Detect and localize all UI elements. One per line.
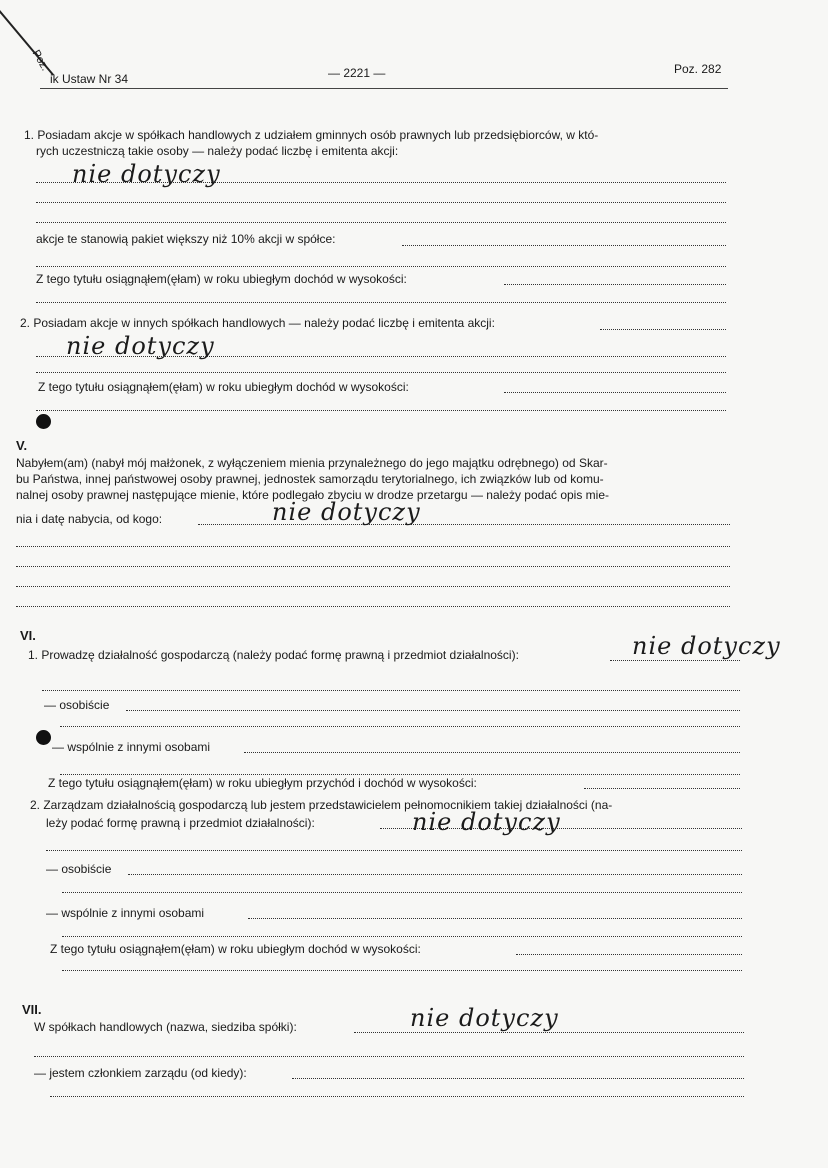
- s6-item2-handwritten-answer: nie dotyczy: [412, 808, 561, 836]
- s6-item2-jointly-line: [248, 918, 742, 919]
- section-vii-heading: VII.: [22, 1002, 42, 1017]
- s5-line1: Nabyłem(am) (nabył mój małżonek, z wyłączeniem mienia przynależnego do jego majątku odrębnego) od Skar-: [16, 456, 608, 470]
- s4-item2-income-line-2: [36, 410, 726, 411]
- corner-mark: Poz.: [29, 48, 52, 74]
- s5-line3: nalnej osoby prawnej następujące mienie, które podlegało zbyciu w drodze przetargu — należy podać opis mie-: [16, 488, 610, 502]
- s6-item1-jointly-line: [244, 752, 740, 753]
- s7-handwritten-answer: nie dotyczy: [410, 1004, 559, 1032]
- s6-item2-jointly: — wspólnie z innymi osobami: [46, 906, 205, 920]
- s5-line-d: [16, 606, 730, 607]
- s4-item1-income-label: Z tego tytułu osiągnąłem(ęłam) w roku ubiegłym dochód w wysokości:: [36, 272, 407, 286]
- s4-item2-income-line: [504, 392, 726, 393]
- s4-item2-handwritten-answer: nie dotyczy: [66, 332, 215, 360]
- punch-hole-mark-2: [36, 730, 51, 745]
- header-rule: [40, 88, 728, 89]
- s7-line2-answer-line: [292, 1078, 744, 1079]
- s4-item1-income-line-2: [36, 302, 726, 303]
- s6-item2-line-c: [62, 936, 742, 937]
- journal-title: ik Ustaw Nr 34: [50, 72, 129, 86]
- s4-item2-line: 2. Posiadam akcje w innych spółkach handlowych — należy podać liczbę i emitenta akcji:: [20, 316, 495, 330]
- s6-item2-income-line: [516, 954, 742, 955]
- s4-share-line: [402, 245, 726, 246]
- s6-item1-line-b: [60, 726, 740, 727]
- s6-item1-line: 1. Prowadzę działalność gospodarczą (należy podać formę prawną i przedmiot działalności):: [28, 648, 519, 662]
- s4-share-label: akcje te stanowią pakiet większy niż 10% akcji w spółce:: [36, 232, 336, 246]
- s7-line2: — jestem członkiem zarządu (od kiedy):: [34, 1066, 247, 1080]
- s5-line-c: [16, 586, 730, 587]
- s5-line-a: [16, 546, 730, 547]
- s4-item2-answer-line: [36, 356, 726, 357]
- s6-item1-personally: — osobiście: [44, 698, 110, 712]
- s5-line-b: [16, 566, 730, 567]
- s7-line-b: [50, 1096, 744, 1097]
- s6-item2-line2: leży podać formę prawną i przedmiot działalności):: [46, 816, 315, 830]
- s6-item1-line-a: [42, 690, 740, 691]
- s6-item2-personally-line: [128, 874, 742, 875]
- s4-item1-line1: 1. Posiadam akcje w spółkach handlowych z udziałem gminnych osób prawnych lub przedsiębiorców, w któ-: [24, 128, 599, 142]
- s4-item1-handwritten-answer: nie dotyczy: [72, 160, 221, 188]
- s7-answer-line: [354, 1032, 744, 1033]
- section-v-heading: V.: [16, 438, 28, 453]
- s4-item2-income-label: Z tego tytułu osiągnąłem(ęłam) w roku ubiegłym dochód w wysokości:: [38, 380, 409, 394]
- s6-item1-handwritten-answer: nie dotyczy: [632, 632, 781, 660]
- s4-item2-answer-line-top: [600, 329, 726, 330]
- s4-item2-line-a: [36, 372, 726, 373]
- s4-item1-line2: rych uczestniczą takie osoby — należy podać liczbę i emitenta akcji:: [36, 144, 399, 158]
- s6-item1-jointly: — wspólnie z innymi osobami: [52, 740, 211, 754]
- s6-item1-answer-line: [610, 660, 740, 661]
- s4-share-line-2: [36, 266, 726, 267]
- s4-item1-line-a: [36, 202, 726, 203]
- s4-item1-line-b: [36, 222, 726, 223]
- page-number: — 2221 —: [328, 66, 386, 80]
- s6-item1-line-c: [60, 774, 740, 775]
- s6-item2-line-d: [62, 970, 742, 971]
- position-number: Poz. 282: [674, 62, 722, 76]
- section-vi-heading: VI.: [20, 628, 36, 643]
- s5-line2: bu Państwa, innej państwowej osoby prawnej, jednostek samorządu terytorialnego, ich związków lub od komu-: [16, 472, 604, 486]
- s6-item2-line-a: [46, 850, 742, 851]
- s5-handwritten-answer: nie dotyczy: [272, 498, 421, 526]
- s6-item2-line-b: [62, 892, 742, 893]
- s6-item2-line1: 2. Zarządzam działalnością gospodarczą lub jestem przedstawicielem pełnomocnikiem takiej działalności (na-: [30, 798, 613, 812]
- s7-line-a: [34, 1056, 744, 1057]
- s6-item2-personally: — osobiście: [46, 862, 112, 876]
- s6-item1-income-label: Z tego tytułu osiągnąłem(ęłam) w roku ubiegłym przychód i dochód w wysokości:: [48, 776, 477, 790]
- s6-item1-income-line: [584, 788, 740, 789]
- s6-item1-personally-line: [126, 710, 740, 711]
- s6-item2-income-label: Z tego tytułu osiągnąłem(ęłam) w roku ubiegłym dochód w wysokości:: [50, 942, 421, 956]
- punch-hole-mark: [36, 414, 51, 429]
- s5-line4: nia i datę nabycia, od kogo:: [16, 512, 163, 526]
- s7-line1: W spółkach handlowych (nazwa, siedziba spółki):: [34, 1020, 297, 1034]
- s4-item1-income-line: [504, 284, 726, 285]
